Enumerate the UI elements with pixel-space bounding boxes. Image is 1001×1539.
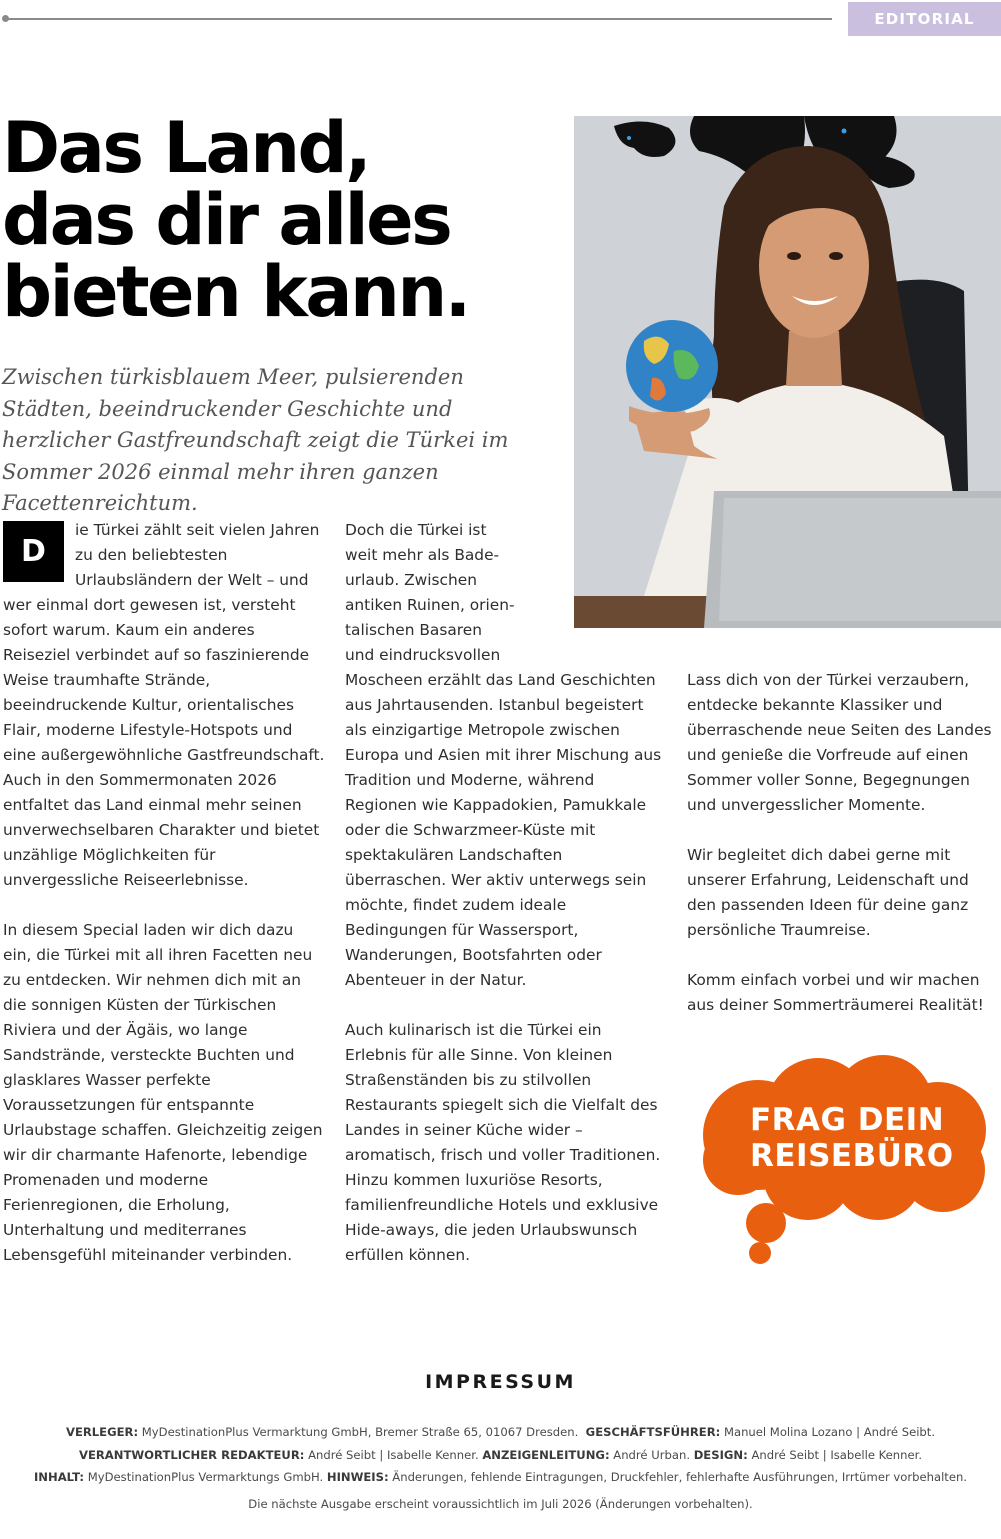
article-column-1 [3, 518, 325, 1268]
paragraph: Wir begleitet dich dabei gerne mit unserer Erfahrung, Leidenschaft und den passenden Ideen für deine ganz persönliche Traumreise. [687, 846, 969, 939]
headline-line: Das Land, [2, 107, 370, 189]
paragraph-text: ie Türkei zählt seit vielen Jahren zu den beliebtesten Urlaubsländern der Welt – und wer einmal dort gewesen ist, versteht sofort warum. Kaum ein anderes Reiseziel verbindet auf so faszinierende Weise traumhafte Strände, beeindruckende Kultur, orientalisches Flair, moderne Lifestyle-Hotspots und eine außergewöhnliche Gastfreundschaft. Auch in den Sommermonaten 2026 entfaltet das Land einmal mehr seinen unverwechselbaren Charakter und bietet unzählige Möglichkeiten für unvergessliche Reiseerlebnisse. [3, 521, 325, 889]
paragraph: In diesem Special laden wir dich dazu ein, die Türkei mit all ihren Facetten neu zu entdecken. Wir nehmen dich mit an die sonnigen Küsten der Türkischen Riviera und der Ägäis, wo lange Sandstrände, versteckte Buchten und glasklares Wasser perfekte Voraussetzungen für entspannte Urlaubstage schaffen. Gleichzeitig zeigen wir dir charmante Hafenorte, lebendige Promenaden und moderne Ferienregionen, die Erholung, Unterhaltung und mediterranes Lebensgefühl miteinander verbinden. [3, 921, 323, 1264]
paragraph-line: und eindrucksvollen [345, 646, 501, 664]
imprint-label: HINWEIS: [326, 1470, 389, 1484]
imprint-title: IMPRESSUM [425, 1371, 576, 1393]
imprint-label: GESCHÄFTSFÜHRER: [585, 1425, 721, 1439]
imprint-value: Änderungen, fehlende Eintragungen, Druckfehler, fehlerhafte Ausführungen, Irrtümer vorbehalten. [392, 1470, 968, 1484]
cta-line: REISEBÜRO [750, 1138, 954, 1174]
imprint-value: André Seibt | Isabelle Kenner. [308, 1447, 479, 1462]
lede: Zwischen türkisblauem Meer, pulsierenden Städten, beeindruckender Geschichte und herzlicher Gastfreundschaft zeigt die Türkei im Sommer 2026 einmal mehr ihren ganzen Facettenreichtum. [2, 365, 509, 515]
imprint-line [0, 1466, 1001, 1489]
headline-line: das dir alles [2, 179, 451, 261]
imprint-value: André Urban. [613, 1447, 690, 1462]
paragraph-line: Doch die Türkei ist [345, 521, 487, 539]
cta-line: FRAG DEIN [750, 1102, 945, 1138]
next-issue-note: Die nächste Ausgabe erscheint voraussichtlich im Juli 2026 (Änderungen vorbehalten). [248, 1497, 753, 1511]
paragraph: Komm einfach vorbei und wir machen aus deiner Sommerträumerei Realität! [687, 971, 984, 1014]
paragraph-line: antiken Ruinen, orien- [345, 596, 515, 614]
imprint-line [0, 1444, 1001, 1467]
article-column-2 [345, 518, 665, 1268]
imprint-value: MyDestinationPlus Vermarktungs GmbH. [87, 1470, 324, 1484]
imprint-label: VERLEGER: [65, 1425, 139, 1439]
paragraph-line: weit mehr als Bade- [345, 546, 500, 564]
imprint-value: MyDestinationPlus Vermarktung GmbH, Bremer Straße 65, 01067 Dresden. [141, 1425, 579, 1439]
paragraph [3, 518, 325, 893]
headline-line: bieten kann. [2, 251, 469, 333]
paragraph-text: Moscheen erzählt das Land Geschichten aus Jahrtausenden. Istanbul begeistert als einzigartige Metropole zwischen Europa und Asien mit ihrer Mischung aus Tradition und Moderne, während Regionen wie Kappadokien, Pamukkale oder die Schwarzmeer-Küste mit spektakulären Landschaften überraschen. Wer aktiv unterwegs sein möchte, findet zudem ideale Bedingungen für Wassersport, Wanderungen, Bootsfahrten oder Abenteuer in der Natur. [345, 671, 662, 989]
imprint-label: VERANTWORTLICHER REDAKTEUR: [78, 1447, 305, 1462]
imprint-label: INHALT: [33, 1470, 85, 1484]
drop-cap: D [3, 521, 64, 582]
imprint-value: Manuel Molina Lozano | André Seibt. [723, 1425, 936, 1439]
paragraph-line: talischen Basaren [345, 621, 483, 639]
imprint-value: André Seibt | Isabelle Kenner. [751, 1447, 923, 1462]
cta-text [750, 1102, 960, 1174]
paragraph [345, 518, 665, 993]
paragraph: Auch kulinarisch ist die Türkei ein Erlebnis für alle Sinne. Von kleinen Straßenständen bis zu stilvollen Restaurants spiegelt sich die Vielfalt des Landes in seiner Küche wider – aromatisch, frisch und voller Traditionen. Hinzu kommen luxuriöse Resorts, familienfreundliche Hotels und exklusive Hide-aways, die jeden Urlaubswunsch erfüllen können. [345, 1021, 661, 1264]
headline [2, 107, 562, 333]
article-column-3 [687, 668, 1001, 1018]
section-tag: EDITORIAL [848, 2, 1001, 36]
imprint-label: DESIGN: [693, 1447, 748, 1462]
paragraph-line: urlaub. Zwischen [345, 571, 477, 589]
paragraph: Lass dich von der Türkei verzaubern, entdecke bekannte Klassiker und überraschende neue Seiten des Landes und genieße die Vorfreude auf einen Sommer voller Sonne, Begegnungen und unvergesslicher Momente. [687, 671, 992, 814]
imprint-body [0, 1421, 1001, 1489]
imprint-line [0, 1421, 1001, 1444]
imprint-label: ANZEIGENLEITUNG: [482, 1447, 610, 1462]
header-rule [4, 18, 832, 20]
